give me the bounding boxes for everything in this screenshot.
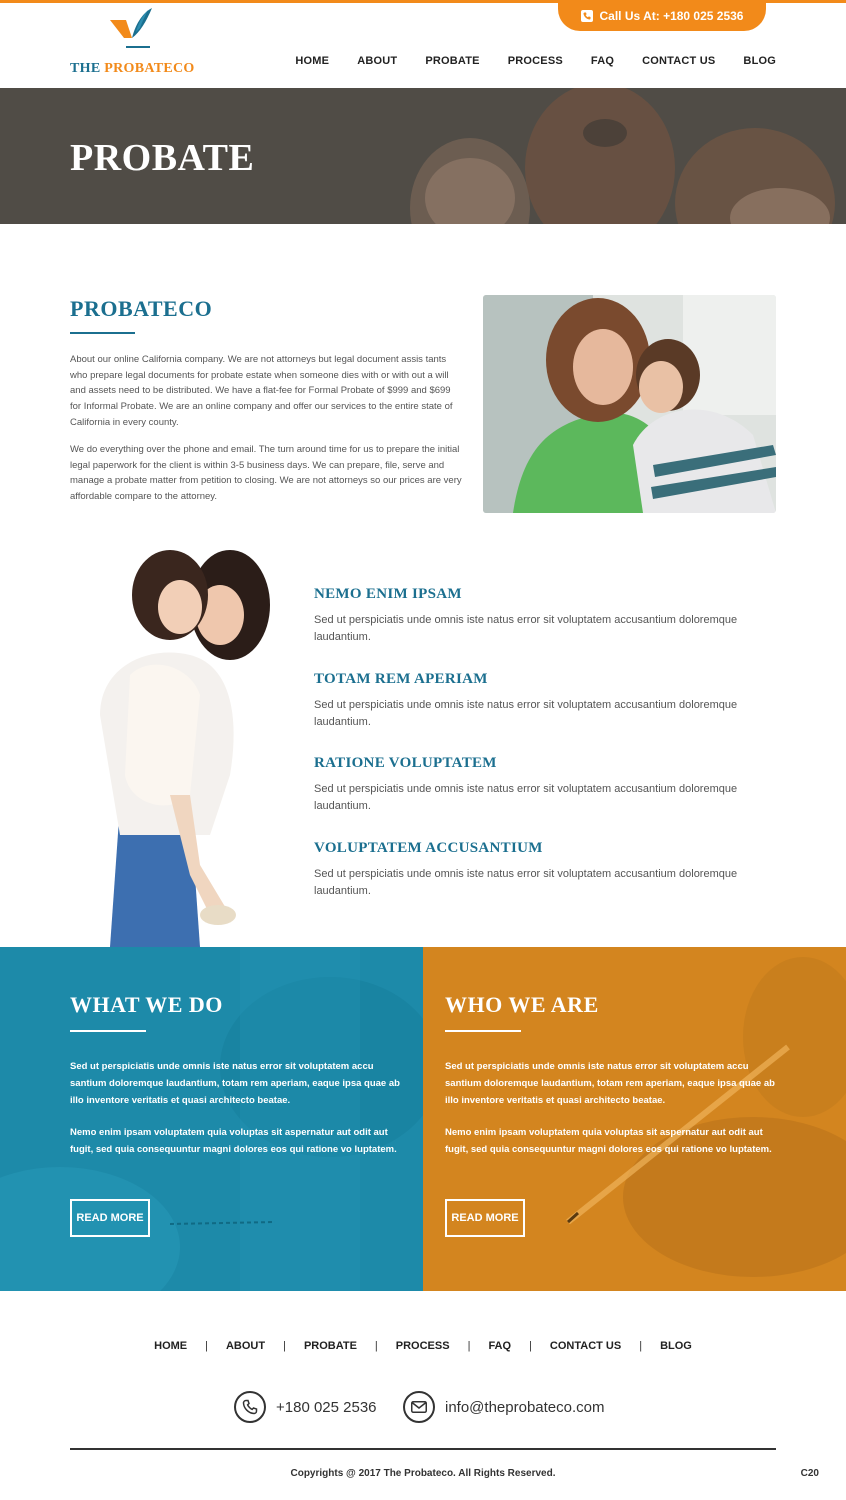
feature-text: Sed ut perspiciatis unde omnis iste natus error sit voluptatem accusantium doloremque laudantium.: [314, 868, 738, 897]
footer-email[interactable]: [403, 1391, 605, 1423]
what-we-do-underline: [70, 1030, 146, 1032]
footer-nav-home[interactable]: HOME: [154, 1340, 188, 1352]
footer-nav-contact-us[interactable]: CONTACT US: [549, 1340, 622, 1352]
main-nav: [295, 55, 776, 67]
what-we-do-title: WHAT WE DO: [70, 992, 223, 1017]
logo-word-probateco: PROBATECO: [104, 61, 195, 76]
footer-email-address: info@theprobateco.com: [445, 1398, 605, 1416]
what-we-do-panel: [0, 947, 423, 1291]
mother-daughter-photo: [40, 545, 300, 947]
nav-contact-us[interactable]: CONTACT US: [642, 55, 716, 67]
logo[interactable]: [70, 8, 200, 78]
logo-word-the: THE: [70, 61, 101, 76]
footer-divider: [70, 1448, 776, 1450]
mother-son-photo: [483, 295, 776, 513]
footer-nav-blog[interactable]: BLOG: [660, 1340, 692, 1352]
footer-nav-separator: |: [639, 1340, 643, 1352]
feature-item: [314, 586, 774, 645]
about-title-underline: [70, 332, 135, 334]
feature-title: VOLUPTATEM ACCUSANTIUM: [314, 840, 543, 856]
phone-icon: [234, 1391, 266, 1423]
feature-title: NEMO ENIM IPSAM: [314, 586, 462, 602]
phone-icon: [581, 10, 593, 22]
who-we-are-title: WHO WE ARE: [445, 992, 599, 1017]
nav-home[interactable]: HOME: [295, 55, 330, 67]
nav-process[interactable]: PROCESS: [507, 55, 563, 67]
about-paragraph-2: We do everything over the phone and email. The turn around time for us to prepare the initial legal paperwork for the client is within 3-5 business days. We can prepare, file, serve and manage a probate matter from petition to closing. We are not attorneys so our prices are very affordable compare to the attorney.: [70, 444, 462, 503]
nav-faq[interactable]: FAQ: [590, 55, 615, 67]
page-title: PROBATE: [70, 137, 255, 179]
feature-text: Sed ut perspiciatis unde omnis iste natus error sit voluptatem accusantium doloremque laudantium.: [314, 783, 738, 812]
page-code-label: C20: [800, 1468, 819, 1479]
what-we-do-paragraph-2: Nemo enim ipsam voluptatem quia voluptas sit aspernatur aut odit aut fugit, sed quia consequuntur magni dolores eos qui ratione vo luptatem.: [70, 1127, 397, 1155]
footer-nav-separator: |: [205, 1340, 208, 1352]
footer-nav-separator: |: [529, 1340, 532, 1352]
footer-nav-about[interactable]: ABOUT: [225, 1340, 266, 1352]
feature-item: [314, 840, 774, 899]
footer-nav-faq[interactable]: FAQ: [488, 1340, 512, 1352]
what-we-do-read-more-button[interactable]: READ MORE: [70, 1199, 150, 1237]
footer-phone-number: +180 025 2536: [276, 1398, 377, 1416]
nav-blog[interactable]: BLOG: [743, 55, 776, 67]
page-banner: [0, 88, 846, 224]
feature-text: Sed ut perspiciatis unde omnis iste natus error sit voluptatem accusantium doloremque laudantium.: [314, 614, 738, 643]
about-paragraph-1: About our online California company. We are not attorneys but legal document assis tants who prepare legal documents for probate estate when someone dies with or with out a will and assets need to be distributed. We have a flat-fee for Formal Probate of $999 and $699 for Informal Probate. We are an online company and offer our services to the entire state of California in every county.: [70, 354, 453, 428]
about-title: PROBATECO: [70, 296, 213, 321]
footer-nav-process[interactable]: PROCESS: [395, 1340, 450, 1352]
feature-title: RATIONE VOLUPTATEM: [314, 755, 497, 771]
feature-item: [314, 671, 774, 730]
logo-text: [70, 61, 195, 77]
feature-text: Sed ut perspiciatis unde omnis iste natus error sit voluptatem accusantium doloremque laudantium.: [314, 699, 738, 728]
footer-nav-separator: |: [467, 1340, 471, 1352]
footer-phone[interactable]: [234, 1391, 377, 1423]
copyright-text: Copyrights @ 2017 The Probateco. All Rights Reserved.: [290, 1468, 556, 1479]
feature-item: [314, 755, 774, 814]
envelope-icon: [403, 1391, 435, 1423]
call-us-button[interactable]: [558, 0, 766, 31]
who-we-are-paragraph-1: Sed ut perspiciatis unde omnis iste natus error sit voluptatem accu santium doloremque laudantium, totam rem aperiam, eaque ipsa quae ab illo inventore veritatis et quasi architecto beatae.: [445, 1061, 775, 1106]
footer-nav: [0, 1340, 846, 1352]
footer-nav-separator: |: [374, 1340, 378, 1352]
who-we-are-panel: [423, 947, 846, 1291]
logo-bird-icon: [110, 8, 154, 54]
nav-about[interactable]: ABOUT: [357, 55, 398, 67]
who-we-are-read-more-button[interactable]: READ MORE: [445, 1199, 525, 1237]
who-we-are-paragraph-2: Nemo enim ipsam voluptatem quia voluptas sit aspernatur aut odit aut fugit, sed quia consequuntur magni dolores eos qui ratione vo luptatem.: [445, 1127, 772, 1155]
call-us-label: Call Us At: +180 025 2536: [599, 8, 744, 23]
what-we-do-paragraph-1: Sed ut perspiciatis unde omnis iste natus error sit voluptatem accu santium doloremque laudantium, totam rem aperiam, eaque ipsa quae ab illo inventore veritatis et quasi architecto beatae.: [70, 1061, 400, 1106]
nav-probate[interactable]: PROBATE: [425, 55, 480, 67]
who-we-are-underline: [445, 1030, 521, 1032]
feature-title: TOTAM REM APERIAM: [314, 671, 488, 687]
footer-nav-probate[interactable]: PROBATE: [303, 1340, 357, 1352]
footer-nav-separator: |: [283, 1340, 286, 1352]
